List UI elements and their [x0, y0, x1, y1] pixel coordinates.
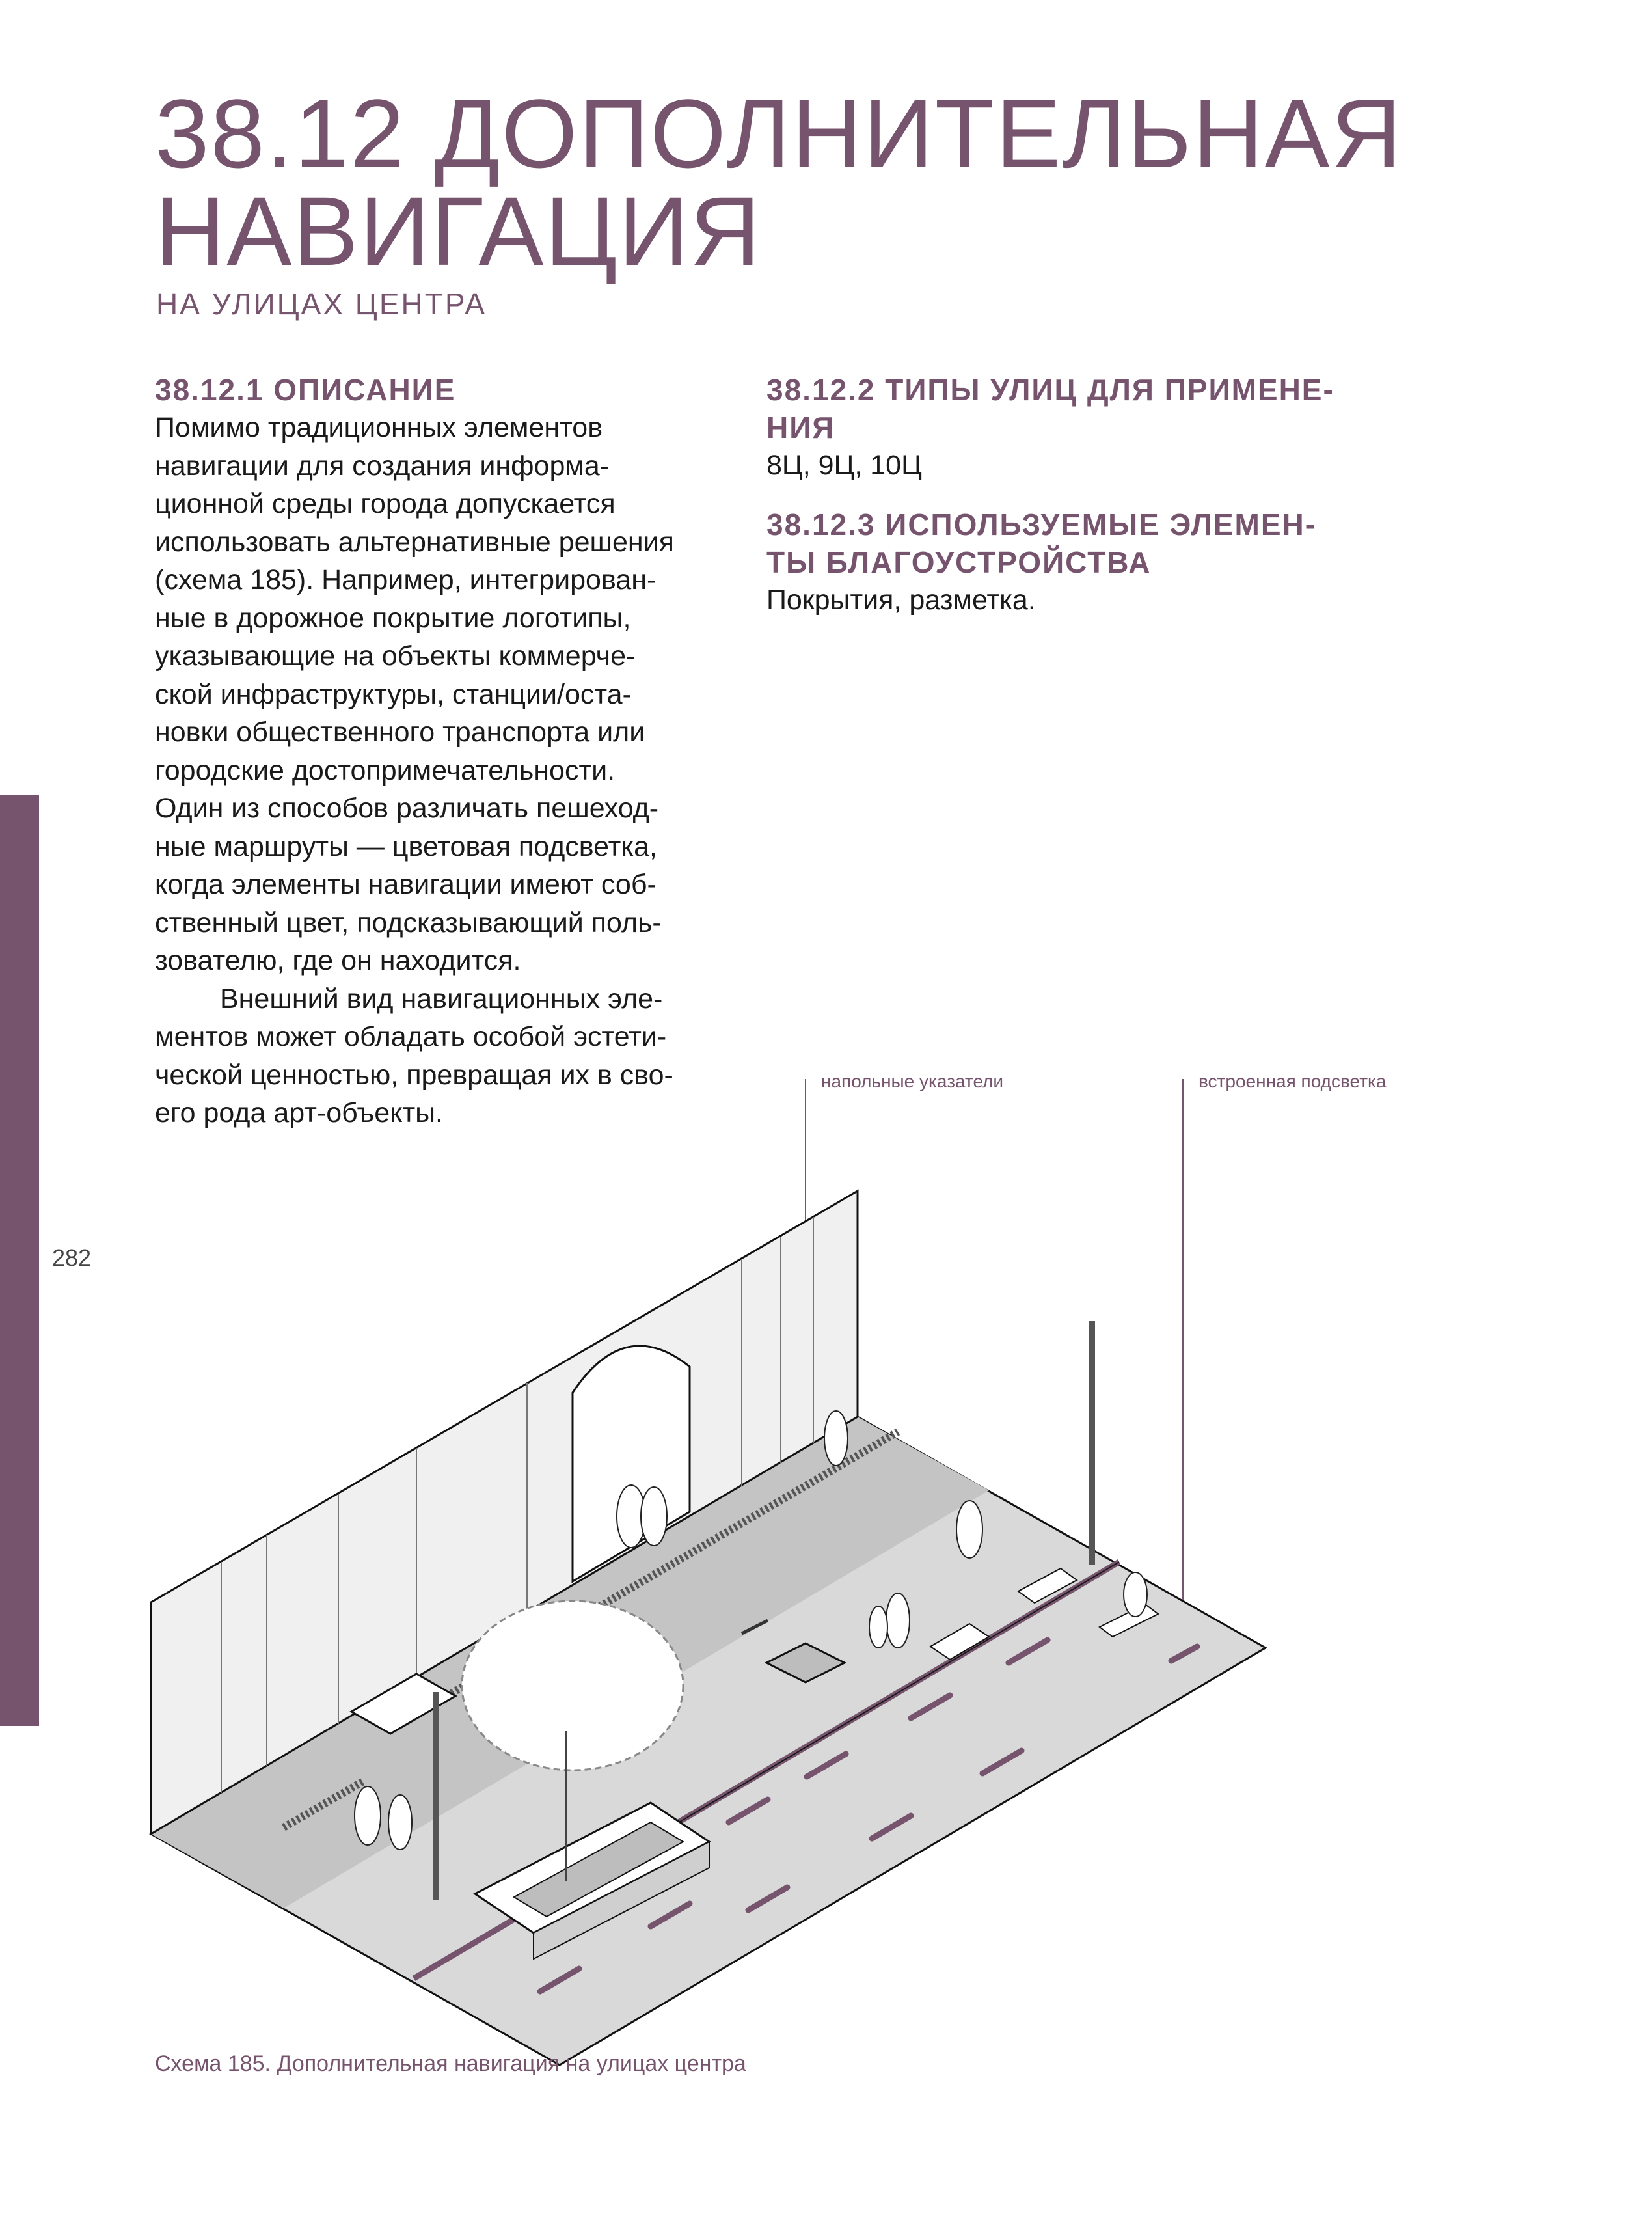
- street-types-heading-line-1: 38.12.2 ТИПЫ УЛИЦ ДЛЯ ПРИМЕНЕ-: [766, 373, 1334, 407]
- street-types-text: 8Ц, 9Ц, 10Ц: [766, 450, 922, 481]
- description-line: ные маршруты — цветовая подсветка,: [155, 830, 657, 862]
- description-line: навигации для создания информа-: [155, 450, 610, 482]
- callout-built-in-lighting: встроенная подсветка: [1198, 1071, 1387, 1091]
- description-line: ческой ценностью, превращая их в сво-: [155, 1059, 673, 1091]
- description-line: ные в дорожное покрытие логотипы,: [155, 602, 631, 634]
- description-line: Помимо традиционных элементов: [155, 412, 603, 443]
- pedestrian: [641, 1487, 667, 1546]
- description-line: городские достопримечательности.: [155, 754, 616, 786]
- pedestrian: [824, 1411, 848, 1466]
- pedestrian: [869, 1606, 887, 1648]
- description-line: ционной среды города допускается: [155, 488, 616, 519]
- callout-floor-indicators: напольные указатели: [821, 1071, 1004, 1091]
- description-line: его рода арт-объекты.: [155, 1097, 443, 1128]
- pedestrian: [1124, 1572, 1147, 1617]
- elements-heading-line-2: ТЫ БЛАГОУСТРОЙСТВА: [766, 545, 1152, 579]
- pedestrian: [388, 1795, 412, 1850]
- description-line: когда элементы навигации имеют соб-: [155, 869, 657, 900]
- elements-text: Покрытия, разметка.: [766, 584, 1036, 616]
- page-subtitle: НА УЛИЦАХ ЦЕНТРА: [156, 287, 487, 321]
- tree-crown: [462, 1601, 683, 1770]
- description-line: ственный цвет, подсказывающий поль-: [155, 907, 662, 938]
- description-line: Один из способов различать пешеход-: [155, 793, 659, 824]
- description-line: новки общественного транспорта или: [155, 717, 645, 748]
- description-line: указывающие на объекты коммерче-: [155, 640, 636, 672]
- description-line: ментов может обладать особой эстети-: [155, 1021, 667, 1052]
- figure-caption: Схема 185. Дополнительная навигация на улицах центра: [155, 2051, 746, 2076]
- description-line: зователю, где он находится.: [155, 945, 521, 976]
- description-line: ской инфраструктуры, станции/оста-: [155, 678, 632, 710]
- description-line: Внешний вид навигационных эле-: [220, 983, 663, 1015]
- title-line-1: 38.12 ДОПОЛНИТЕЛЬНАЯ: [155, 79, 1403, 188]
- pedestrian: [886, 1593, 910, 1648]
- description-heading: 38.12.1 ОПИСАНИЕ: [155, 373, 456, 407]
- pedestrian: [956, 1501, 982, 1558]
- description-line: (схема 185). Например, интегрирован-: [155, 564, 657, 595]
- pedestrian: [355, 1786, 381, 1845]
- elements-heading-line-1: 38.12.3 ИСПОЛЬЗУЕМЫЕ ЭЛЕМЕН-: [766, 507, 1317, 541]
- title-line-2: НАВИГАЦИЯ: [155, 176, 762, 286]
- description-line: использовать альтернативные решения: [155, 526, 674, 558]
- street-types-heading-line-2: НИЯ: [766, 411, 835, 444]
- page-number: 282: [52, 1244, 92, 1271]
